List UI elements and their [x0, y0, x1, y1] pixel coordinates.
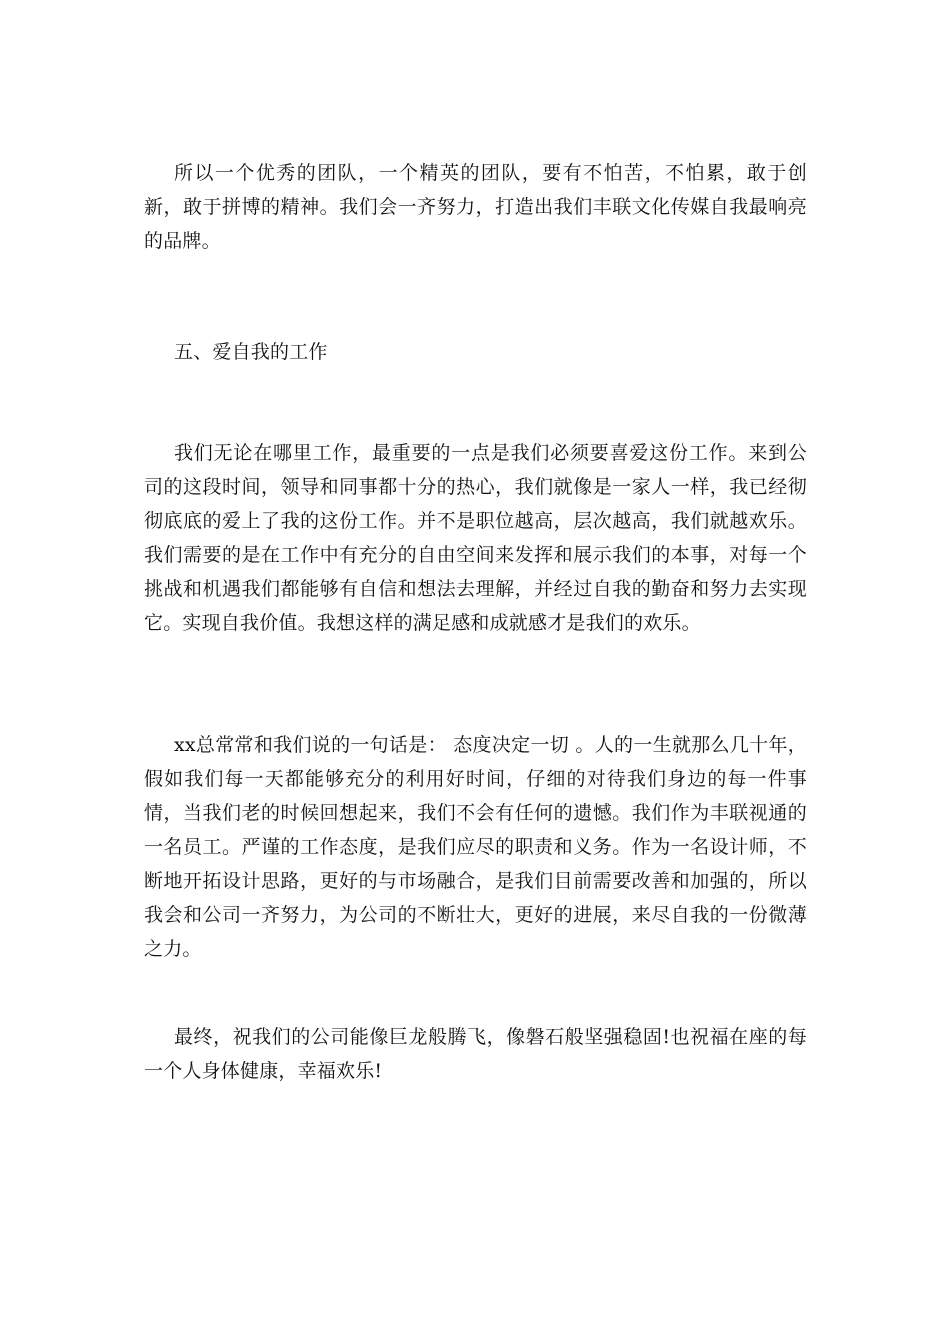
- paragraph-team-spirit: 所以一个优秀的团队，一个精英的团队，要有不怕苦，不怕累，敢于创新，敢于拼博的精神。我们会一齐努力，打造出我们丰联文化传媒自我最响亮的品牌。: [144, 162, 807, 252]
- paragraph-closing-wishes: 最终，祝我们的公司能像巨龙般腾飞，像磐石般坚强稳固!也祝福在座的每一个人身体健康，幸福欢乐!: [144, 1026, 807, 1082]
- paragraph-attitude: xx总常常和我们说的一句话是： 态度决定一切 。人的一生就那么几十年，假如我们每一天都能够充分的利用好时间，仔细的对待我们身边的每一件事情，当我们老的时候回想起来，我们不会有任何的遗憾。我们作为丰联视通的一名员工。严谨的工作态度，是我们应尽的职责和义务。作为一名设计师，不断地开拓设计思路，更好的与市场融合，是我们目前需要改善和加强的，所以我会和公司一齐努力，为公司的不断壮大，更好的进展，来尽自我的一份微薄之力。: [144, 734, 807, 960]
- paragraph-love-work: 我们无论在哪里工作，最重要的一点是我们必须要喜爱这份工作。来到公司的这段时间，领导和同事都十分的热心，我们就像是一家人一样，我已经彻彻底底的爱上了我的这份工作。并不是职位越高，层次越高，我们就越欢乐。我们需要的是在工作中有充分的自由空间来发挥和展示我们的本事，对每一个挑战和机遇我们都能够有自信和想法去理解，并经过自我的勤奋和努力去实现它。实现自我价值。我想这样的满足感和成就感才是我们的欢乐。: [144, 442, 807, 634]
- section-heading-five: 五、爱自我的工作: [174, 341, 328, 363]
